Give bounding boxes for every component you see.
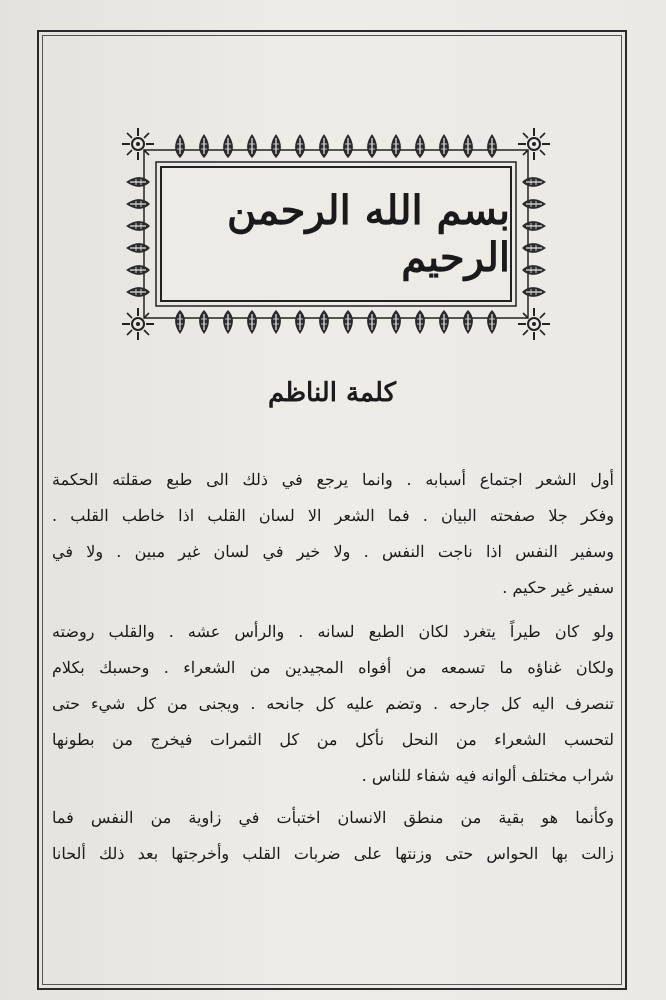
text-line: وسفير النفس اذا ناجت النفس . ولا خير في لسان غير مبين . ولا في: [52, 542, 614, 561]
basmala-cartouche: [160, 166, 512, 302]
text-line: لتحسب الشعراء من النحل نأكل من كل الثمرات فيخرج من بطونها: [52, 730, 614, 749]
section-heading: كلمة الناظم: [268, 378, 396, 408]
basmala-calligraphy: بسم الله الرحمن الرحيم: [227, 187, 510, 281]
text-line: أول الشعر اجتماع أسبابه . وانما يرجع في ذلك الى طبع صقلته الحكمة: [52, 470, 614, 489]
text-line: ولكان غناؤه ما تسمعه من أفواه المجيدين من الشعراء . وحسبك بكلام: [52, 658, 614, 677]
text-line: شراب مختلف ألوانه فيه شفاء للناس .: [361, 766, 614, 785]
text-line: زالت بها الحواس حتى وزنتها على ضربات القلب وأخرجتها بعد ذلك ألحانا: [52, 844, 614, 863]
text-line: سفير غير حكيم .: [502, 578, 614, 597]
text-line: وفكر جلا صفحته البيان . فما الشعر الا لسان القلب اذا خاطب القلب .: [52, 506, 614, 525]
text-line: ولو كان طيراً يتغرد لكان الطبع لسانه . والرأس عشه . والقلب روضته: [52, 622, 614, 641]
text-line: تنصرف اليه كل جارحه . وتضم عليه كل جانحه . ويجنى من كل شيء حتى: [52, 694, 614, 713]
basmala-ornamental-frame: [120, 128, 552, 340]
text-line: وكأنما هو بقية من منطق الانسان اختبأت في زاوية من النفس فما: [52, 808, 614, 827]
